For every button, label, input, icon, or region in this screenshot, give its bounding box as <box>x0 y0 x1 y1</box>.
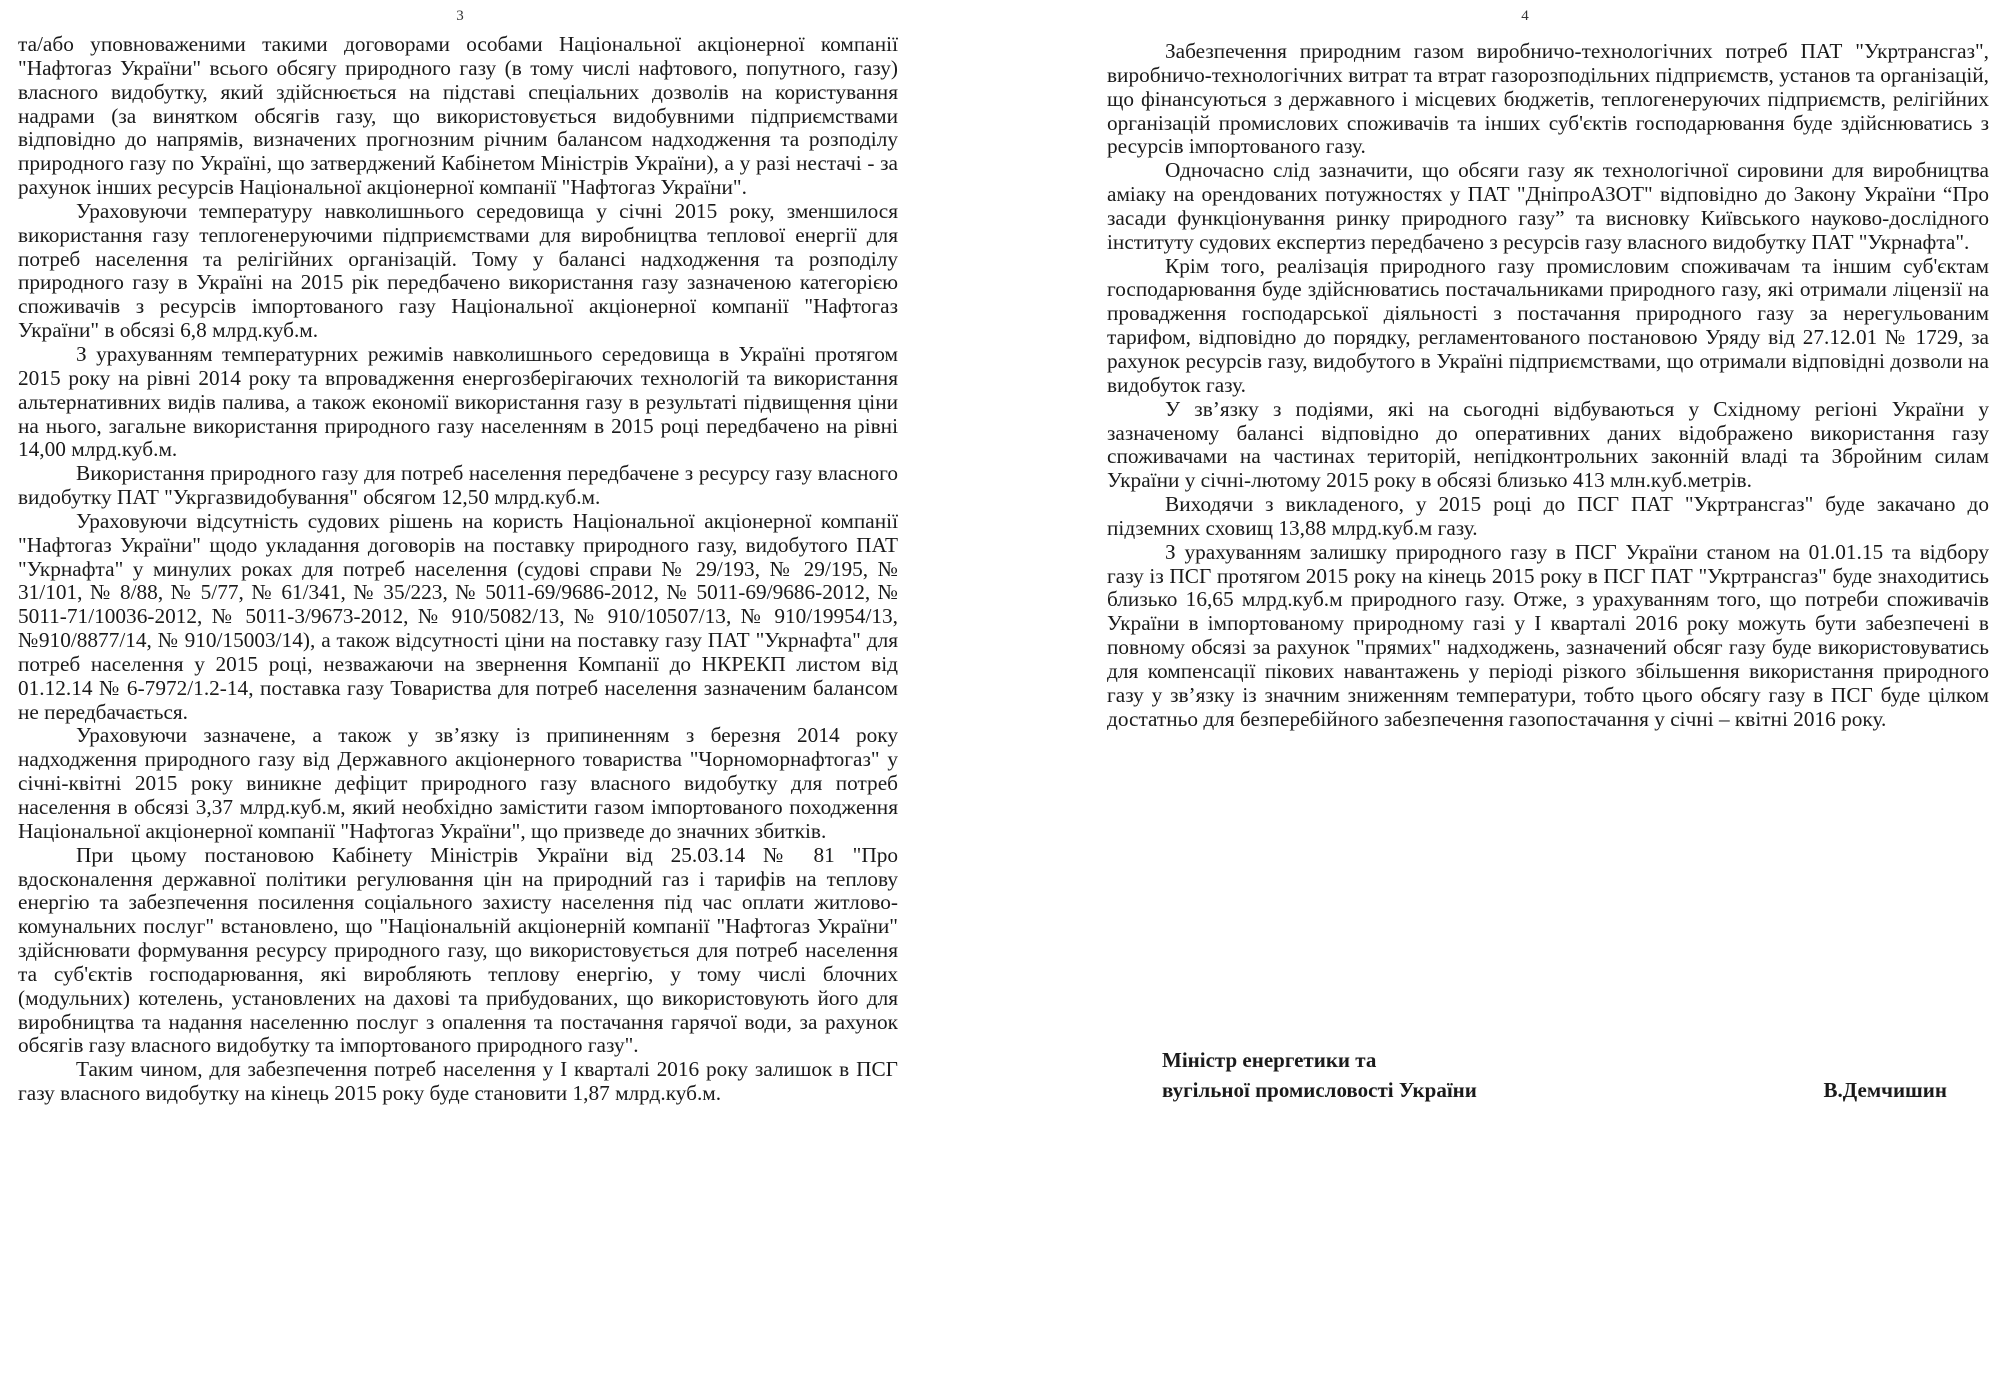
paragraph: та/або уповноваженими такими договорами особами Національної акціонерної компанії "Нафтогаз України" всього обсягу природного газу (в тому числі нафтового, попутного, газу) власного видобутку, який здійснюється на підставі спеціальних дозволів на користування надрами (за винятком обсягів газу, що використовується видобувними підприємствами відповідно до напрямів, визначених прогнозним річним балансом надходження та розподілу природного газу по Україні, що затверджений Кабінетом Міністрів України), а у разі нестачі - за рахунок інших ресурсів Національної акціонерної компанії "Нафтогаз України". <box>18 32 898 200</box>
signatory-title-line-2: вугільної промисловості України <box>1162 1078 1477 1102</box>
paragraph: Забезпечення природним газом виробничо-технологічних потреб ПАТ "Укртрансгаз", виробничо-технологічних витрат та втрат газорозподільних підприємств, установ та організацій, що фінансуються з державного і місцевих бюджетів, теплогенеруючих підприємств, релігійних організацій промислових споживачів та інших суб'єктів господарювання буде здійснюватись з ресурсів імпортованого газу. <box>1107 39 1989 159</box>
document-page-right <box>1000 0 2000 1400</box>
signatory-title-line-1: Міністр енергетики та <box>1162 1048 1377 1072</box>
paragraph: Одночасно слід зазначити, що обсяги газу як технологічної сировини для виробництва аміаку на орендованих потужностях у ПАТ "ДніпроАЗОТ" відповідно до Закону України “Про засади функціонування ринку природного газу” та висновку Київського науково-дослідного інституту судових експертиз передбачено з ресурсів газу власного видобутку ПАТ "Укрнафта". <box>1107 158 1989 254</box>
paragraph: Таким чином, для забезпечення потреб населення у І кварталі 2016 року залишок в ПСГ газу власного видобутку на кінець 2015 року буде становити 1,87 млрд.куб.м. <box>18 1057 898 1106</box>
page-number: 4 <box>1521 8 1529 24</box>
paragraph: Ураховуючи температуру навколишнього середовища у січні 2015 року, зменшилося використання газу теплогенеруючими підприємствами для виробництва теплової енергії для потреб населення та релігійних організацій. Тому у балансі надходження та розподілу природного газу в Україні на 2015 рік передбачено використання газу зазначеною категорією споживачів з ресурсів імпортованого газу Національної акціонерної компанії "Нафтогаз України" в обсязі 6,8 млрд.куб.м. <box>18 198 898 343</box>
signatory-line <box>1162 1075 1947 1105</box>
page-body <box>18 33 898 1106</box>
page-number: 3 <box>456 8 464 24</box>
paragraph: Використання природного газу для потреб населення передбачене з ресурсу газу власного видобутку ПАТ "Укргазвидобування" обсягом 12,50 млрд.куб.м. <box>18 461 898 510</box>
paragraph: Виходячи з викладеного, у 2015 році до ПСГ ПАТ "Укртрансгаз" буде закачано до підземних сховищ 13,88 млрд.куб.м газу. <box>1107 492 1989 540</box>
signatory-name: В.Демчишин <box>1823 1078 1947 1102</box>
paragraph: У зв’язку з подіями, які на сьогодні відбуваються у Східному регіоні України у зазначеному балансі відповідно до оперативних даних відображено використання газу споживачами на частинах територій, непідконтрольних законній владі та Збройним силам України у січні-лютому 2015 року в обсязі близько 413 млн.куб.метрів. <box>1107 396 1989 493</box>
paragraph: Крім того, реалізація природного газу промисловим споживачам та іншим суб'єктам господарювання буде здійснюватись постачальниками природного газу, які отримали ліцензії на провадження господарської діяльності з постачання природного газу за нерегульованим тарифом, відповідно до порядку, регламентованого постановою Уряду від 27.12.01 № 1729, за рахунок ресурсів газу, видобутого в Україні підприємствами, що отримали відповідні дозволи на видобуток газу. <box>1107 253 1989 397</box>
page-body <box>1107 40 1989 731</box>
paragraph: З урахуванням залишку природного газу в ПСГ України станом на 01.01.15 та відбору газу із ПСГ протягом 2015 року на кінець 2015 року в ПСГ ПАТ "Укртрансгаз" буде знаходитись близько 16,65 млрд.куб.м природного газу. Отже, з урахуванням того, що потреби споживачів України в імпортованому природному газі у І кварталі 2016 року можуть бути забезпечені в повному обсязі за рахунок "прямих" надходжень, зазначений обсяг газу буде використовуватись для компенсації пікових навантажень у періоді різкого збільшення використання природного газу у зв’язку із значним зниженням температури, тобто цього обсягу газу в ПСГ буде цілком достатньо для безперебійного забезпечення газопостачання у січні – квітні 2016 року. <box>1107 539 1989 731</box>
paragraph: При цьому постановою Кабінету Міністрів України від 25.03.14 № 81 "Про вдосконалення державної політики регулювання цін на природний газ і тарифів на теплову енергію та забезпечення посилення соціального захисту населення під час оплати житлово-комунальних послуг" встановлено, що "Національній акціонерній компанії "Нафтогаз України" здійснювати формування ресурсу природного газу, що використовується для потреб населення та суб'єктів господарювання, які виробляють теплову енергію, у тому числі блочних (модульних) котелень, установлених на дахові та прибудованих, що використовують його для виробництва та надання населенню послуг з опалення та постачання гарячої води, за рахунок обсягів газу власного видобутку та імпортованого природного газу". <box>18 842 898 1058</box>
paragraph: Ураховуючи зазначене, а також у зв’язку із припиненням з березня 2014 року надходження природного газу від Державного акціонерного товариства "Чорноморнафтогаз" у січні-квітні 2015 року виникне дефіцит природного газу власного видобутку для потреб населення в обсязі 3,37 млрд.куб.м, який необхідно замістити газом імпортованого походження Національної акціонерної компанії "Нафтогаз України", що призведе до значних збитків. <box>18 723 898 843</box>
signature-block <box>1162 1045 1947 1105</box>
paragraph: З урахуванням температурних режимів навколишнього середовища в Україні протягом 2015 року на рівні 2014 року та впровадження енергозберігаючих технологій та використання альтернативних видів палива, а також економії використання газу в результаті підвищення ціни на нього, загальне використання природного газу населенням в 2015 році передбачено на рівні 14,00 млрд.куб.м. <box>18 341 898 462</box>
paragraph: Ураховуючи відсутність судових рішень на користь Національної акціонерної компанії "Нафтогаз України" щодо укладання договорів на поставку природного газу, видобутого ПАТ "Укрнафта" у минулих роках для потреб населення (судові справи № 29/193, № 29/195, № 31/101, № 8/88, № 5/77, № 61/341, № 35/223, № 5011-69/9686-2012, № 5011-69/9686-2012, № 5011-71/10036-2012, № 5011-3/9673-2012, № 910/5082/13, № 910/10507/13, № 910/19954/13, №910/8877/14, № 910/15003/14), а також відсутності ціни на поставку газу ПАТ "Укрнафта" для потреб населення у 2015 році, незважаючи на звернення Компанії до НКРЕКП листом від 01.12.14 № 6-7972/1.2-14, поставка газу Товариства для потреб населення зазначеним балансом не передбачається. <box>18 508 898 724</box>
